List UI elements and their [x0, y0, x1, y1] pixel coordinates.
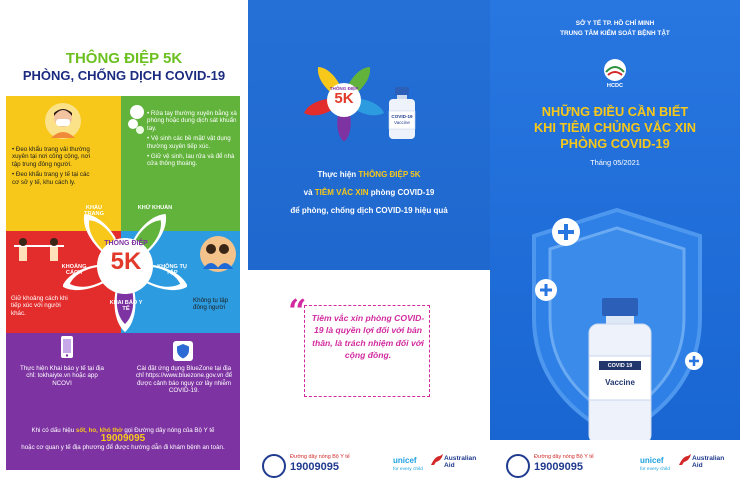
cover-heading-3: PHÒNG COVID-19 [560, 136, 670, 151]
australian-aid-line2: Aid [444, 462, 455, 469]
line2-highlight: TIÊM VẮC XIN [314, 188, 369, 197]
unicef-logo: unicef [393, 456, 417, 465]
hcdc-logo-text: HCDC [606, 83, 624, 89]
unicef-tagline: for every child [640, 467, 670, 472]
panel1-subtitle: PHÒNG, CHỐNG DỊCH COVID-19 [22, 68, 226, 83]
mask-person-icon [44, 102, 82, 140]
petal-distance-label: KHOẢNG CÁCH [61, 264, 87, 277]
vial-cap-label: COVID 19 [607, 363, 633, 369]
flower-center-label: THÔNG ĐIỆP [104, 240, 148, 247]
cover-heading-2: KHI TIÊM CHỦNG VẮC XIN [533, 120, 697, 135]
hotline-prefix: Khi có dấu hiệu [31, 427, 75, 434]
hcdc-logo-icon [600, 58, 630, 82]
distance-people-icon [14, 237, 64, 263]
hotline-number: 19009095 [100, 433, 146, 444]
panel2-line3: để phòng, chống dịch COVID-19 hiệu quả [290, 206, 448, 215]
ministry-health-logo-icon [262, 454, 286, 478]
hygiene-tip-2: • Vệ sinh các bề mặt/ vật dụng thường xuyên tiếp xúc. [147, 135, 237, 150]
line2-suffix: phòng COVID-19 [370, 188, 435, 197]
hotline-note [10, 427, 236, 452]
hygiene-tip-1: • Rửa tay thường xuyên bằng xà phòng hoặc dung dịch sát khuẩn tay. [147, 110, 237, 132]
flower-center-5k: 5K [110, 248, 142, 275]
phone-icon [56, 335, 78, 361]
mini-flower-label: THÔNG ĐIỆP [329, 86, 359, 91]
panel1-title: THÔNG ĐIỆP 5K [65, 50, 183, 67]
line1-highlight: THÔNG ĐIỆP 5K [358, 170, 421, 179]
panel2-line1 [258, 170, 480, 179]
bluezone-shield-icon [173, 341, 193, 361]
line1-prefix: Thực hiện [317, 170, 357, 179]
small-vial-label: Vaccine [393, 120, 410, 125]
ministry-health-logo-icon [506, 454, 530, 478]
org-name-line1: SỞ Y TẾ TP. HỒ CHÍ MINH [575, 20, 655, 27]
footer-hotline-number: 19009095 [290, 461, 339, 473]
panel2-line2 [258, 188, 480, 197]
australian-aid-line2: Aid [692, 462, 703, 469]
org-name-line2: TRUNG TÂM KIỂM SOÁT BỆNH TẬT [560, 30, 670, 37]
vaccine-vial-icon [585, 298, 655, 448]
footer-hotline-label: Đường dây nóng Bộ Y tế [290, 454, 350, 460]
quote-mark-icon: “ [288, 292, 307, 330]
australian-aid-line1: Australian [444, 455, 477, 462]
quote-text: Tiêm vắc xin phòng COVID-19 là quyền lợi đối với bản thân, là trách nhiệm đối với cộng đồng. [311, 313, 425, 361]
cover-heading-1: NHỮNG ĐIỀU CẦN BIẾT [541, 104, 689, 119]
mini-flower-5k: 5K [334, 90, 354, 107]
kangaroo-icon [430, 454, 444, 466]
kangaroo-icon [678, 454, 692, 466]
unicef-logo: unicef [640, 456, 664, 465]
hygiene-tip-3: • Giữ vệ sinh, lau rửa và để nhà cửa thông thoáng. [147, 153, 237, 168]
hotline-suffix: hoặc cơ quan y tế địa phương để được hướng dẫn đi khám bệnh an toàn. [21, 444, 225, 451]
declare-tip: Thực hiện Khai báo y tế tại địa chỉ: tokhaiyte.vn hoặc app NCOVI [20, 365, 104, 387]
australian-aid-line1: Australian [692, 455, 725, 462]
petal-mask-label: KHẨU TRANG [84, 205, 104, 218]
bluezone-tip: Cài đặt ứng dụng BlueZone tại địa chỉ https://www.bluezone.gov.vn để được cảnh báo nguy cơ lây nhiễm COVID-19. [135, 365, 233, 395]
small-vial-cap: COVID-19 [391, 114, 413, 119]
hotline-middle: gọi Đường dây nóng của Bộ Y tế [124, 427, 215, 434]
panel2-footer [248, 440, 490, 500]
panel-5k-message [0, 0, 248, 500]
petal-declare-label: KHAI BÁO Y TẾ [109, 300, 143, 313]
panel-cover [490, 0, 740, 500]
cover-date: Tháng 05/2021 [590, 158, 640, 167]
unicef-tagline: for every child [393, 467, 423, 472]
small-vaccine-vial-icon [386, 87, 418, 139]
distance-tip: Giữ khoảng cách khi tiếp xúc với người khác. [11, 295, 68, 317]
petal-sanitize-label: KHỬ KHUẨN [137, 205, 173, 211]
footer-hotline-label: Đường dây nóng Bộ Y tế [534, 454, 594, 460]
vial-vaccine-label: Vaccine [605, 378, 635, 387]
petal-gathering-label: KHÔNG TỤ TẬP [157, 264, 187, 277]
gathering-tip: Không tụ tập đông người [193, 297, 229, 312]
handwash-icon [125, 102, 149, 136]
crowd-icon [199, 235, 237, 273]
mask-tip-2: • Đeo khẩu trang y tế tại các cơ sở y tế, khu cách ly. [12, 171, 96, 186]
line2-prefix: và [303, 188, 313, 197]
panel-vaccine-message [248, 0, 490, 500]
hotline-symptoms: sốt, ho, khó thở [75, 427, 123, 434]
mask-tip-1: • Đeo khẩu trang vải thường xuyên tại nơi công cộng, nơi tập trung đông người. [12, 146, 96, 168]
footer-hotline-number: 19009095 [534, 461, 583, 473]
panel3-footer [490, 440, 740, 500]
